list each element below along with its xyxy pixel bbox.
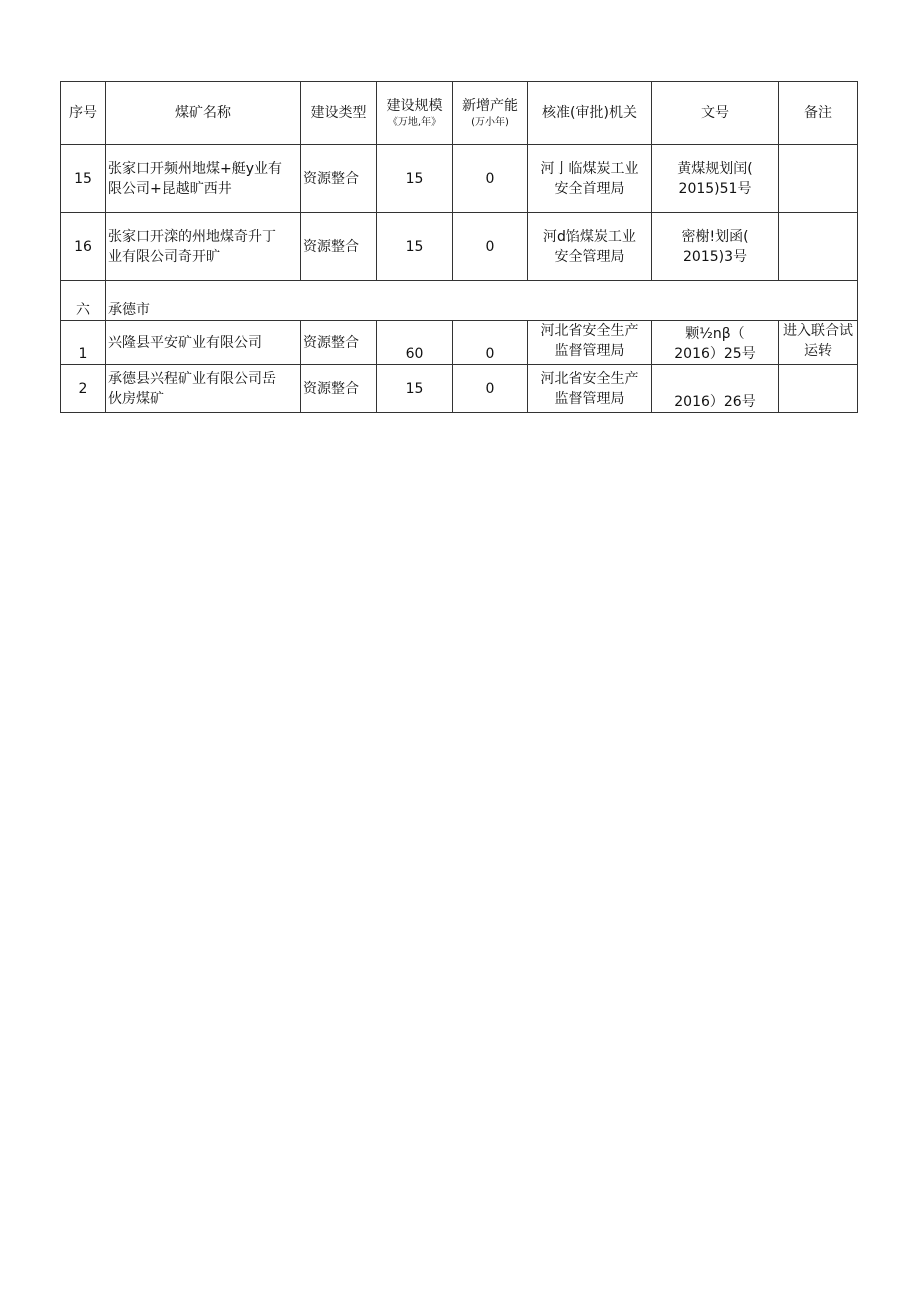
table-row: [61, 365, 858, 413]
row-note: [779, 365, 858, 413]
header-scale: [377, 82, 453, 145]
row-name: 兴隆县平安矿业有限公司: [106, 321, 301, 365]
header-doc: 文号: [652, 82, 779, 145]
row-doc-line: 2015)51号: [678, 180, 752, 197]
row-doc-line: 密榭!划函(: [681, 228, 749, 245]
header-capacity-unit: (万小年): [471, 117, 509, 128]
row-scale: 15: [377, 145, 453, 213]
row-authority-line: 河亅临煤炭工业: [540, 160, 639, 177]
header-authority: 核准(审批)机关: [528, 82, 652, 145]
row-note: [779, 321, 858, 365]
row-authority-line: 河北省安全生产: [540, 323, 639, 339]
row-note: [779, 145, 858, 213]
coal-mine-table: [60, 81, 858, 413]
table-row: [61, 213, 858, 281]
row-doc: [652, 145, 779, 213]
row-seq: 15: [61, 145, 106, 213]
row-type: 资源整合: [301, 213, 377, 281]
row-seq: 16: [61, 213, 106, 281]
row-name-line: 张家口开频州地煤+艇y业有: [108, 160, 283, 177]
row-name-line: 伙房煤矿: [108, 390, 164, 407]
header-seq: 序号: [61, 82, 106, 145]
header-name: 煤矿名称: [106, 82, 301, 145]
row-type: 资源整合: [301, 145, 377, 213]
row-name: [106, 365, 301, 413]
row-note-line: 运转: [804, 343, 832, 359]
row-doc: [652, 321, 779, 365]
row-capacity: 0: [453, 321, 528, 365]
row-authority: [528, 321, 652, 365]
row-name-line: 限公司+昆越旷西井: [108, 180, 232, 197]
section-name: 承德市: [106, 281, 858, 321]
row-scale: 60: [377, 321, 453, 365]
row-name-line: 承德县兴程矿业有限公司岳: [108, 370, 276, 387]
row-doc: [652, 213, 779, 281]
row-note: [779, 213, 858, 281]
header-scale-unit: 《万地,年》: [387, 117, 442, 128]
row-authority-line: 监督管理局: [554, 390, 625, 407]
row-note-line: 进入联合试: [783, 323, 853, 339]
row-doc-line: 黄煤规划闰(: [677, 160, 753, 177]
header-type: 建设类型: [301, 82, 377, 145]
row-doc-line: 2015)3号: [683, 248, 747, 265]
header-capacity-label: 新增产能: [462, 98, 518, 114]
header-row: [61, 82, 858, 145]
row-name: [106, 213, 301, 281]
row-authority-line: 安全管理局: [554, 248, 625, 265]
row-authority-line: 河d馅煤炭工业: [543, 228, 636, 245]
row-doc-line: 颗½nβ（: [685, 326, 745, 342]
row-authority: [528, 365, 652, 413]
row-name-line: 业有限公司奇开旷: [108, 248, 220, 265]
section-row: [61, 281, 858, 321]
row-doc: 2016）26号: [652, 365, 779, 413]
row-capacity: 0: [453, 365, 528, 413]
table-row: [61, 145, 858, 213]
header-scale-label: 建设规模: [386, 98, 443, 114]
row-type: 资源整合: [301, 321, 377, 365]
row-seq: 2: [61, 365, 106, 413]
row-name-line: 张家口开滦的州地煤奇升丁: [108, 228, 276, 245]
row-name: [106, 145, 301, 213]
row-authority: [528, 145, 652, 213]
table-row: [61, 321, 858, 365]
row-authority-line: 监督管理局: [554, 343, 625, 359]
row-authority-line: 安全首理局: [554, 180, 625, 197]
row-seq: 1: [61, 321, 106, 365]
row-doc-line: 2016）25号: [674, 346, 756, 362]
row-capacity: 0: [453, 145, 528, 213]
header-capacity: [453, 82, 528, 145]
header-note: 备注: [779, 82, 858, 145]
row-scale: 15: [377, 213, 453, 281]
row-authority: [528, 213, 652, 281]
row-capacity: 0: [453, 213, 528, 281]
section-seq: 六: [61, 281, 106, 321]
row-type: 资源整合: [301, 365, 377, 413]
row-scale: 15: [377, 365, 453, 413]
row-authority-line: 河北省安全生产: [540, 370, 639, 387]
